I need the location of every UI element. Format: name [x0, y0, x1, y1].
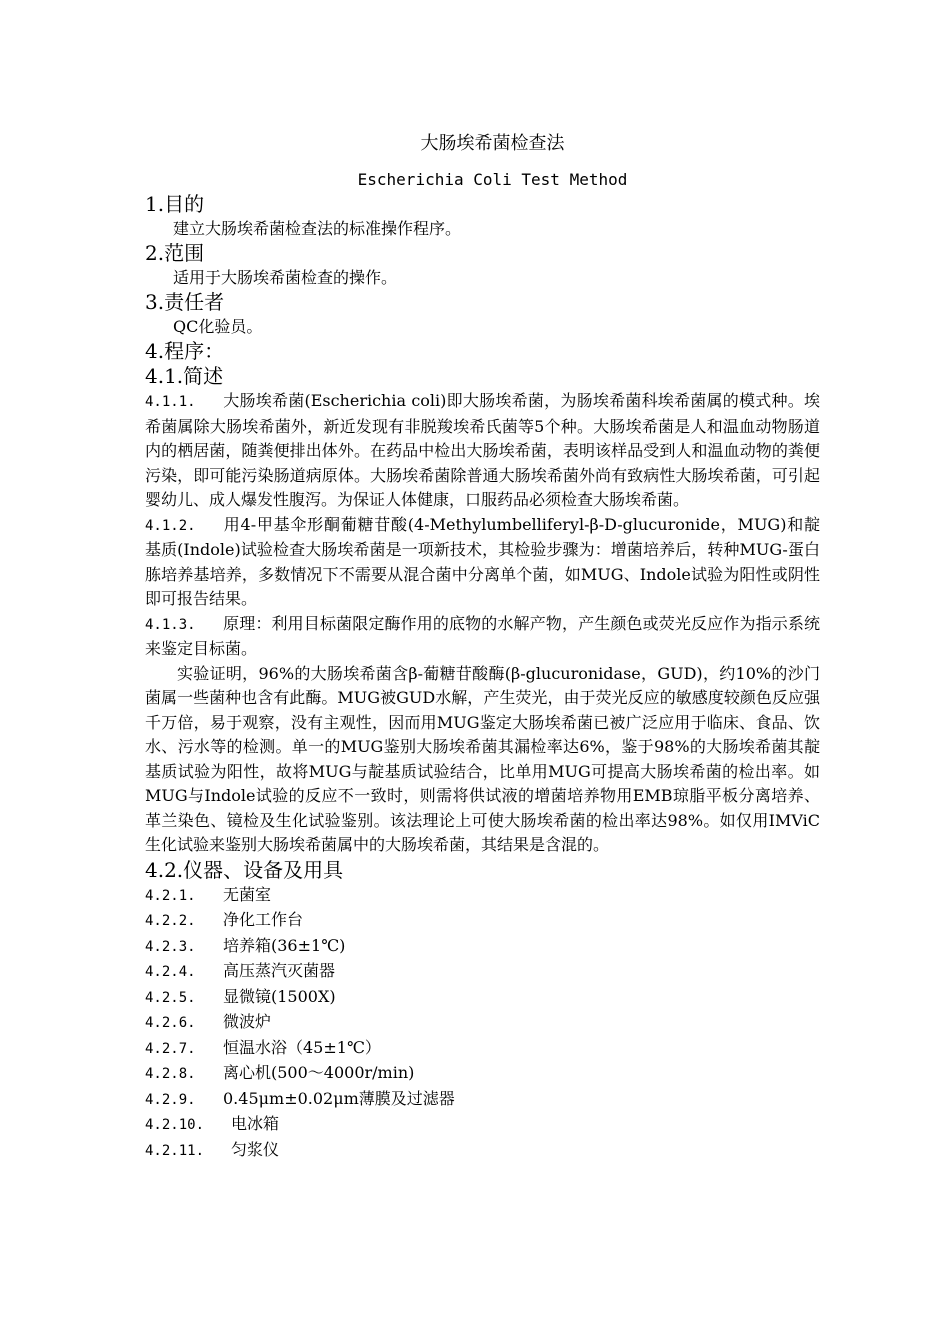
- list-item: [145, 959, 820, 985]
- item-number: 4.2.4.: [145, 964, 196, 980]
- item-label: 离心机(500～4000r/min): [223, 1063, 415, 1082]
- section-4-heading: 4.程序：: [145, 339, 225, 363]
- item-label: 恒温水浴（45±1℃）: [223, 1037, 381, 1057]
- list-item: [145, 985, 820, 1011]
- item-number: 4.2.9.: [145, 1091, 196, 1108]
- paragraph-text: 用4-甲基伞形酮葡糖苷酸(4-Methylumbelliferyl-β-D-glucuronide，MUG)和靛基质(Indole)试验检查大肠埃希菌是一项新技术，其检验步骤为：增菌培养后，转种MUG-蛋白胨培养基培养，多数情况下不需要从混合菌中分离单个菌，如MUG、Indole试验为阳性或阴性即可报告结果。: [145, 514, 820, 608]
- item-label: 高压蒸汽灭菌器: [223, 961, 336, 980]
- list-item: [145, 1061, 820, 1087]
- list-item: [145, 934, 820, 960]
- paragraph-text: 原理：利用目标菌限定酶作用的底物的水解产物，产生颜色或荧光反应作为指示系统来鉴定目标菌。: [145, 613, 820, 658]
- list-item: [145, 908, 820, 934]
- paragraph-number: 4.1.3.: [145, 616, 196, 633]
- item-number: 4.2.3.: [145, 938, 196, 955]
- item-label: 电冰箱: [231, 1114, 280, 1133]
- paragraph-4-1-2: [145, 513, 820, 612]
- item-number: 4.2.8.: [145, 1066, 196, 1082]
- list-item: [145, 1010, 820, 1036]
- list-item: [145, 1112, 820, 1138]
- paragraph-number: 4.1.1.: [145, 394, 196, 410]
- item-number: 4.2.2.: [145, 913, 196, 929]
- item-label: 显微镜(1500X): [223, 986, 336, 1006]
- equipment-list: [145, 883, 820, 1164]
- item-label: 0.45μm±0.02μm薄膜及过滤器: [223, 1088, 455, 1108]
- list-item: [145, 883, 820, 909]
- paragraph-4-1-1: [145, 389, 820, 513]
- section-2-heading: 2.范围: [145, 241, 205, 265]
- item-number: 4.2.10.: [145, 1117, 205, 1133]
- list-item: [145, 1036, 820, 1062]
- section-3-heading: 3.责任者: [145, 290, 225, 314]
- paragraph-4-1-3: [145, 612, 820, 662]
- document-title-chinese: 大肠埃希菌检查法: [420, 133, 565, 154]
- item-number: 4.2.5.: [145, 989, 196, 1006]
- item-number: 4.2.11.: [145, 1142, 205, 1159]
- section-3-body: QC化验员。: [173, 317, 263, 336]
- document-title-english: Escherichia Coli Test Method: [357, 170, 628, 189]
- item-label: 微波炉: [223, 1012, 272, 1031]
- section-1-heading: 1.目的: [145, 192, 205, 216]
- section-2-body: 适用于大肠埃希菌检查的操作。: [173, 268, 398, 287]
- item-label: 净化工作台: [223, 910, 304, 929]
- item-label: 培养箱(36±1℃): [223, 935, 346, 955]
- item-label: 匀浆仪: [231, 1139, 280, 1159]
- item-number: 4.2.6.: [145, 1015, 196, 1031]
- item-number: 4.2.1.: [145, 887, 196, 904]
- item-number: 4.2.7.: [145, 1040, 196, 1057]
- list-item: [145, 1138, 820, 1164]
- section-4-1-heading: 4.1.简述: [145, 364, 224, 388]
- list-item: [145, 1087, 820, 1113]
- item-label: 无菌室: [223, 884, 272, 904]
- paragraph-number: 4.1.2.: [145, 517, 196, 534]
- paragraph-experiment: 实验证明，96%的大肠埃希菌含β-葡糖苷酸酶(β-glucuronidase，GUD)，约10%的沙门菌属一些菌种也含有此酶。MUG被GUD水解，产生荧光，由于荧光反应的敏感度较颜色反应强千万倍，易于观察，没有主观性，因而用MUG鉴定大肠埃希菌已被广泛应用于临床、食品、饮水、污水等的检测。单一的MUG鉴别大肠埃希菌其漏检率达6%，鉴于98%的大肠埃希菌其靛基质试验为阳性，故将MUG与靛基质试验结合，比单用MUG可提高大肠埃希菌的检出率。如MUG与Indole试验的反应不一致时，则需将供试液的增菌培养物用EMB琼脂平板分离培养、革兰染色、镜检及生化试验鉴别。该法理论上可使大肠埃希菌的检出率达98%。如仅用IMViC生化试验来鉴别大肠埃希菌属中的大肠埃希菌，其结果是含混的。: [145, 663, 820, 854]
- paragraph-text: 大肠埃希菌(Escherichia coli)即大肠埃希菌，为肠埃希菌科埃希菌属的模式种。埃希菌属除大肠埃希菌外，新近发现有非脱羧埃希氏菌等5个种。大肠埃希菌是人和温血动物肠道内的栖居菌，随粪便排出体外。在药品中检出大肠埃希菌，表明该样品受到人和温血动物的粪便污染，即可能污染肠道病原体。大肠埃希菌除普通大肠埃希菌外尚有致病性大肠埃希菌，可引起婴幼儿、成人爆发性腹泻。为保证人体健康，口服药品必须检查大肠埃希菌。: [145, 391, 820, 509]
- section-1-body: 建立大肠埃希菌检查法的标准操作程序。: [173, 219, 462, 238]
- section-4-2-heading: 4.2.仪器、设备及用具: [145, 857, 344, 882]
